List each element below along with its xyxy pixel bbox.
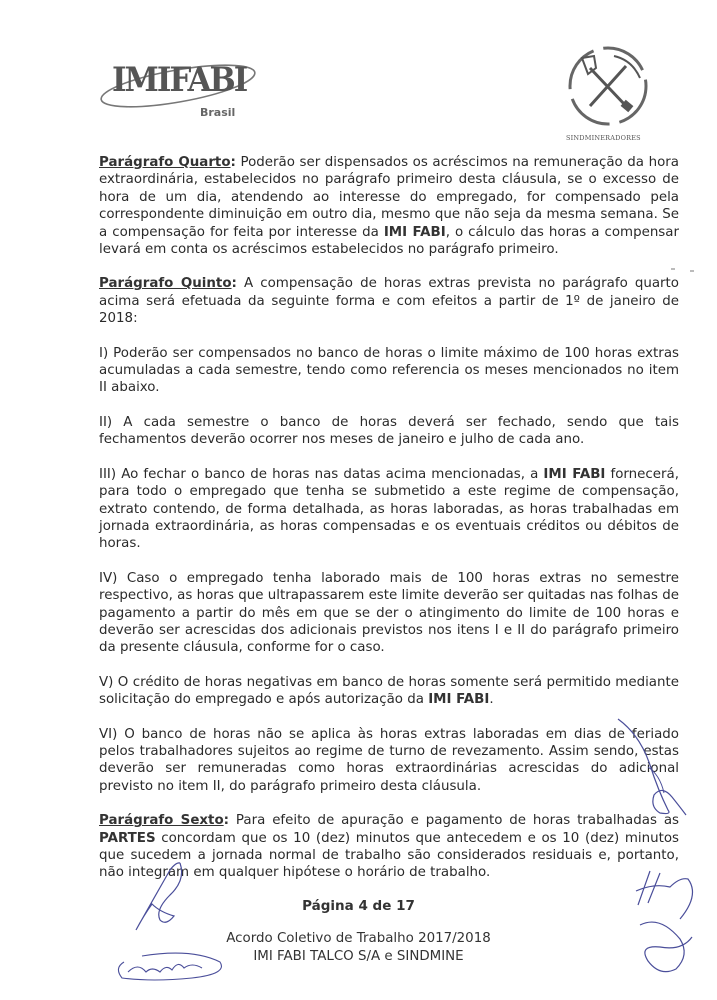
heading-colon: : [231, 276, 237, 292]
scan-speck [671, 268, 675, 270]
scan-speck [690, 270, 694, 272]
item-vi: VI) O banco de horas não se aplica às horas extras laboradas em dias de feriado pelos trabalhadores sujeitos ao regime de turno de revezamento. Assim sendo, estas deverão ser remuneradas como horas extraordinárias acrescidas do adicional previsto no item II, do parágrafo primeiro desta cláusula. [99, 726, 679, 794]
company-name: IMI FABI [383, 224, 446, 240]
imifabi-logo [96, 58, 266, 128]
paragraph-text: V) O crédito de horas negativas em banco de horas somente será permitido mediante solicitação do empregado e após autorização da [99, 674, 679, 708]
company-name: IMI FABI [543, 466, 606, 482]
company-name: IMI FABI [428, 692, 490, 708]
signature-left-bottom-icon [112, 948, 232, 988]
heading-colon: : [230, 155, 236, 170]
signature-left-top-icon [130, 860, 190, 935]
paragraph-text: III) Ao fechar o banco de horas nas datas acima mencionadas, a [99, 466, 544, 482]
paragraph-text: . [489, 692, 494, 708]
paragraph-heading: Parágrafo Sexto [99, 813, 224, 829]
paragraph-heading: Parágrafo Quinto [99, 276, 232, 292]
item-iv: IV) Caso o empregado tenha laborado mais de 100 horas extras no semestre respectivo, as horas que ultrapassarem este limite deverão ser quitadas nas folhas de pagamento a partir do mês em que se der o atingimento do limite de 100 horas e deverão ser acrescidas dos adicionais previstos nos itens I e II do parágrafo primeiro da presente cláusula, conforme for o caso. [99, 570, 679, 656]
signature-right-bottom-icon [630, 865, 710, 985]
logo-subtitle: Brasil [200, 106, 236, 119]
paragraph-quinto [99, 275, 679, 327]
paragraph-text: concordam que os 10 (dez) minutos que antecedem e os 10 (dez) minutos que sucedem a jornada normal de trabalho são considerados residuais e, portanto, não integram em qualquer hipótese o horário de trabalho. [99, 830, 679, 881]
paragraph-text: , o cálculo das horas a compensar levará em conta os acréscimos estabelecidos no parágrafo primeiro. [99, 224, 679, 258]
logo-caption: SINDMINERADORES [566, 134, 641, 142]
footer-parties: IMI FABI TALCO S/A e SINDMINE [253, 949, 464, 964]
heading-colon: : [223, 813, 230, 829]
footer-agreement-title: Acordo Coletivo de Trabalho 2017/2018 [226, 931, 491, 946]
signature-initial-right-icon [610, 715, 690, 820]
pick-shovel-emblem-icon [560, 44, 660, 134]
parties-label: PARTES [99, 830, 156, 846]
paragraph-text: A compensação de horas extras prevista no parágrafo quarto acima será efetuada da seguinte forma e com efeitos a partir de 1º de janeiro de 2018: [99, 276, 680, 327]
paragraph-heading: Parágrafo Quarto [99, 155, 231, 170]
sindmineradores-logo [560, 44, 660, 148]
item-v [99, 674, 679, 709]
logo-brand-text: IMIFABI [112, 60, 247, 100]
item-i: I) Poderão ser compensados no banco de horas o limite máximo de 100 horas extras acumuladas a cada semestre, tendo como referencia os meses mencionados no item II abaixo. [99, 345, 679, 396]
paragraph-text: fornecerá, para todo o empregado que tenha se submetido a este regime de compensação, extrato contendo, de forma detalhada, as horas laboradas, as horas trabalhadas em jornada extraordinária, as horas compensadas e os eventuais créditos ou débitos de horas. [99, 466, 679, 552]
document-body [99, 154, 679, 882]
page-number: Página 4 de 17 [302, 898, 415, 914]
item-iii [99, 466, 679, 553]
paragraph-quarto [99, 154, 679, 258]
item-ii: II) A cada semestre o banco de horas deverá ser fechado, sendo que tais fechamentos deverão ocorrer nos meses de janeiro e julho de cada ano. [99, 414, 679, 448]
paragraph-text: Poderão ser dispensados os acréscimos na remuneração da hora extraordinária, estabelecidos no parágrafo primeiro desta cláusula, se o excesso de hora de um dia, atendendo ao interesse do empregado, for compensado pela correspondente diminuição em outro dia, mesmo que não seja da mesma semana. Se a compensação for feita por interesse da [99, 155, 679, 240]
paragraph-text: Para efeito de apuração e pagamento de horas trabalhadas as [229, 813, 680, 829]
